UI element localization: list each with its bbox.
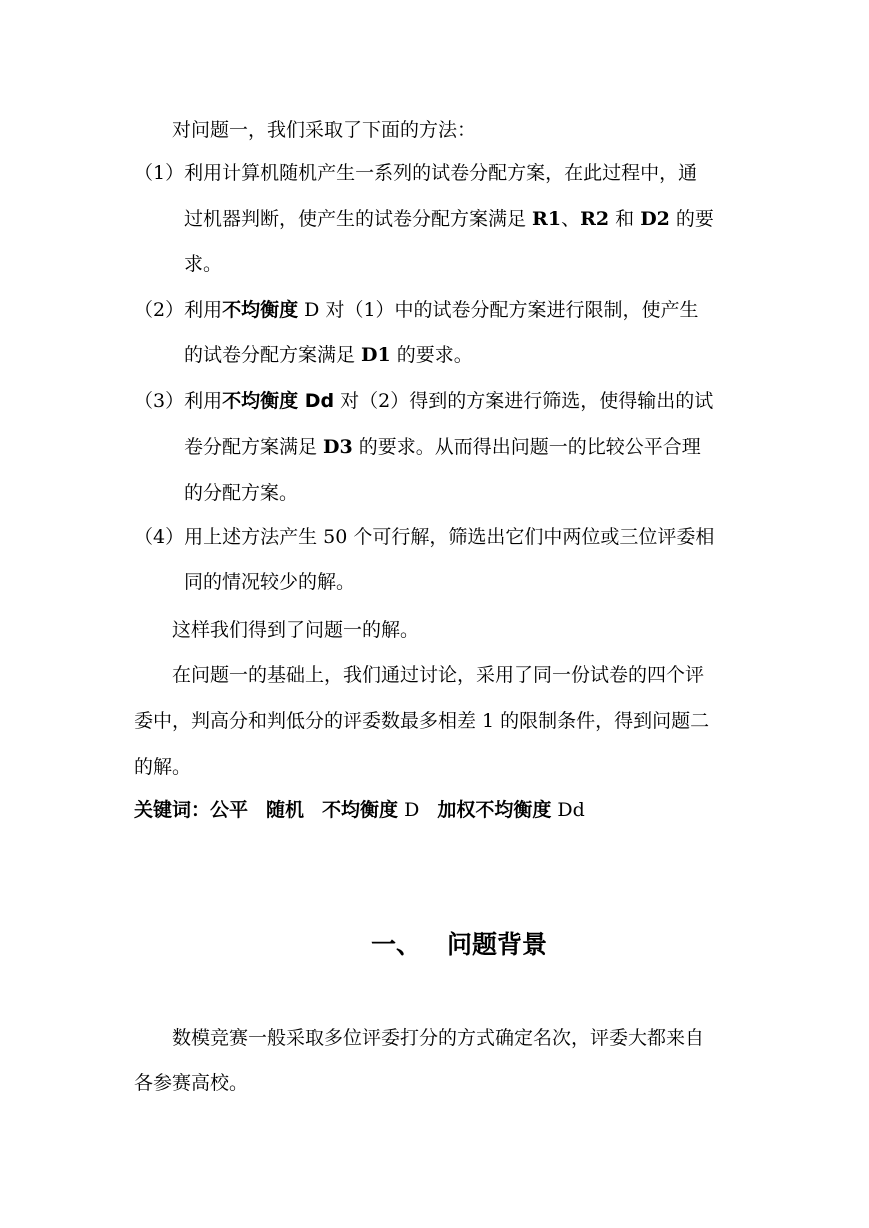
imbalance-dd-term: 不均衡度 Dd: [222, 390, 335, 412]
background-line-1: 数模竞赛一般采取多位评委打分的方式确定名次，评委大都来自: [172, 1027, 705, 1049]
item-2-line-1: （2）利用不均衡度 D 对（1）中的试卷分配方案进行限制，使产生: [134, 299, 699, 321]
item-1-number: （1）: [134, 162, 185, 184]
keyword-random: 随机: [266, 799, 305, 821]
item-1-line-2: 过机器判断，使产生的试卷分配方案满足 R1、R2 和 D2 的要: [184, 208, 714, 230]
item-2-line-2: 的试卷分配方案满足 D1 的要求。: [184, 344, 473, 366]
item-3-number: （3）: [134, 390, 185, 412]
item-3-line-1: （3）利用不均衡度 Dd 对（2）得到的方案进行筛选，使得输出的试: [134, 390, 714, 412]
item-3-line-3: 的分配方案。: [184, 482, 299, 504]
keyword-weighted-imbalance: 加权不均衡度: [437, 799, 552, 821]
section-number: 一、: [371, 930, 422, 959]
r1-term: R1: [532, 208, 562, 230]
item-1-line-1: （1）利用计算机随机产生一系列的试卷分配方案，在此过程中，通: [134, 162, 698, 184]
item-4-number: （4）: [134, 526, 185, 548]
item-4-line-1: （4）用上述方法产生 50 个可行解，筛选出它们中两位或三位评委相: [134, 526, 715, 548]
item-2-number: （2）: [134, 299, 185, 321]
section-title: 问题背景: [447, 930, 548, 959]
keyword-imbalance: 不均衡度: [322, 799, 399, 821]
d1-term: D1: [361, 344, 391, 366]
item-3-line-2: 卷分配方案满足 D3 的要求。从而得出问题一的比较公平合理: [184, 436, 701, 458]
d3-term: D3: [323, 436, 353, 458]
background-line-2: 各参赛高校。: [134, 1072, 249, 1094]
item-4-line-2: 同的情况较少的解。: [184, 571, 356, 593]
keywords-label: 关键词：: [134, 799, 211, 821]
summary-line: 这样我们得到了问题一的解。: [172, 619, 420, 641]
keyword-fair: 公平: [210, 799, 249, 821]
section-heading: [371, 930, 547, 960]
imbalance-term: 不均衡度: [222, 299, 299, 321]
d2-term: D2: [640, 208, 670, 230]
para2-line-3: 的解。: [134, 756, 192, 778]
r2-term: R2: [580, 208, 610, 230]
item-1-line-3: 求。: [184, 253, 223, 275]
para2-line-2: 委中，判高分和判低分的评委数最多相差 1 的限制条件，得到问题二: [134, 710, 710, 732]
keywords-line: 关键词：公平 随机 不均衡度 D 加权不均衡度 Dd: [134, 799, 585, 821]
para2-line-1: 在问题一的基础上，我们通过讨论，采用了同一份试卷的四个评: [172, 664, 705, 686]
intro-line: 对问题一，我们采取了下面的方法：: [172, 119, 477, 141]
